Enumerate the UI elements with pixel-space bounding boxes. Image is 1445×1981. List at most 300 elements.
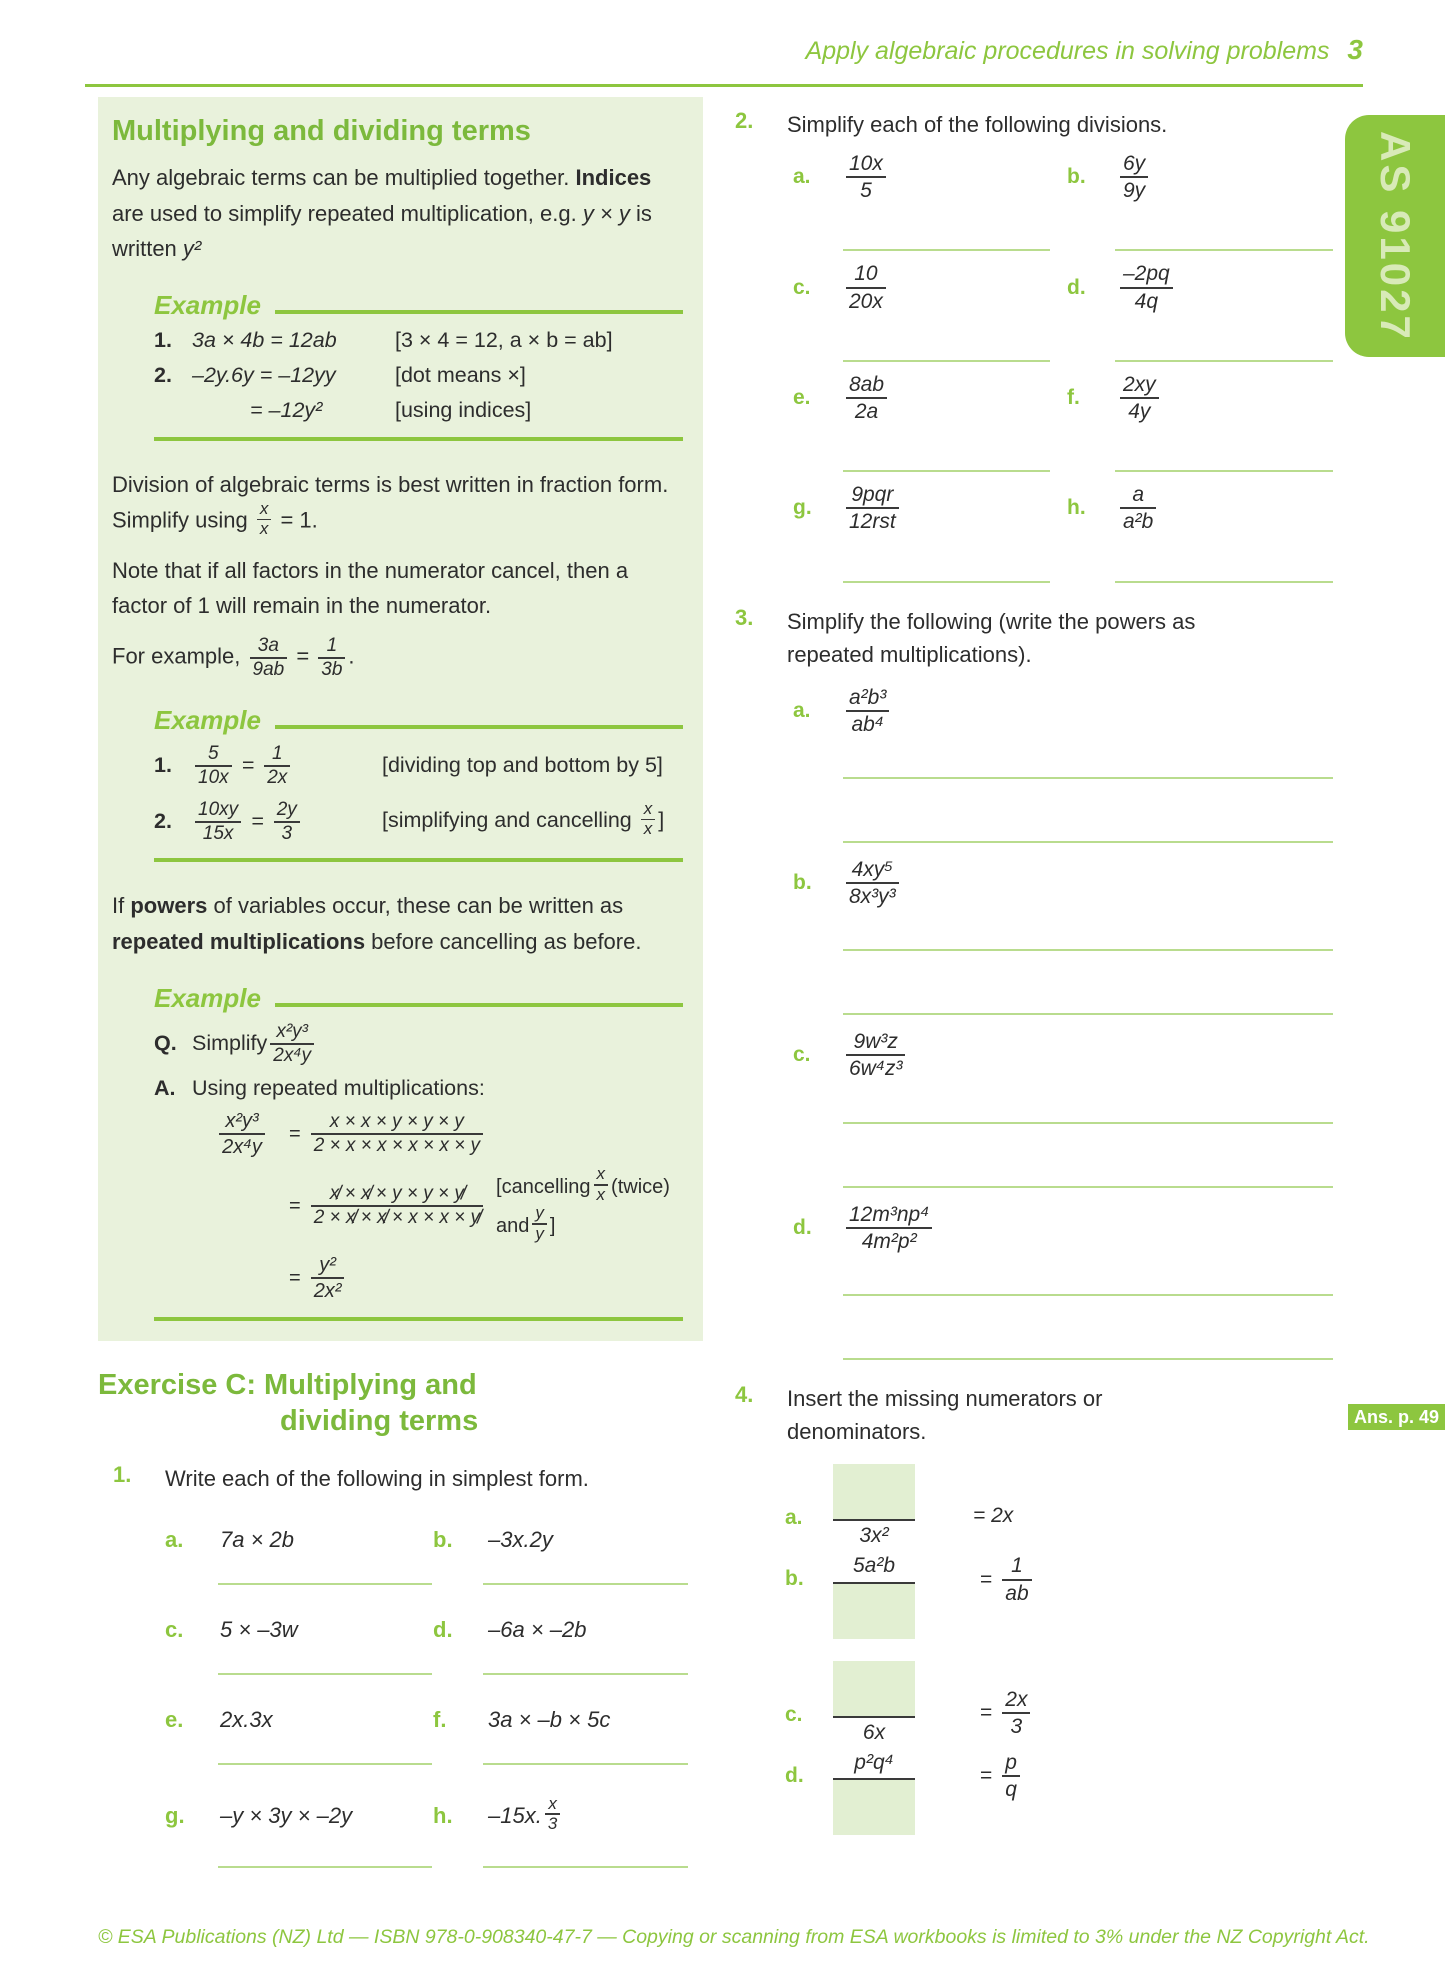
exercise-heading-line-1: Exercise C: Multiplying and [98, 1369, 477, 1402]
answer-lines [735, 581, 1333, 583]
fraction [594, 1165, 609, 1204]
fraction-with-missing-denominator [833, 1551, 915, 1638]
answer-line [483, 1866, 688, 1868]
answer-line [218, 1763, 432, 1765]
equals-sign: = [289, 1122, 301, 1145]
denominator: 4q [1134, 289, 1159, 313]
question-1-row-cd [165, 1617, 703, 1643]
item-f [1067, 372, 1162, 424]
item-letter: d. [1067, 275, 1086, 299]
numerator: 3a [257, 635, 279, 657]
equals-sign: = [980, 1567, 993, 1591]
equation-rhs [973, 1687, 1033, 1739]
exercise-heading-line-2: dividing terms [280, 1405, 479, 1438]
theory-paragraph-2 [112, 467, 683, 541]
example-label: Example [154, 982, 261, 1013]
numerator: y² [319, 1254, 336, 1277]
denominator: 20x [849, 289, 883, 313]
chapter-title: Apply algebraic procedures in solving problems [805, 37, 1330, 65]
math-expression: –6a × –2b [488, 1616, 587, 1642]
item-number: 1. [154, 327, 172, 352]
denominator: ab [1005, 1581, 1029, 1605]
example-row [154, 398, 683, 423]
math-expression: = 2x [973, 1504, 1014, 1527]
fraction [1120, 482, 1156, 534]
answer-lines [735, 360, 1333, 362]
numerator: x [643, 799, 653, 819]
working-note: [using indices] [395, 397, 532, 422]
numerator: 2x [1005, 1687, 1028, 1711]
denominator: 2 × x × x × x × x × y [313, 1135, 481, 1157]
answer-line [1115, 249, 1333, 251]
denominator: q [1005, 1778, 1017, 1802]
denominator: 4y [1128, 399, 1151, 423]
denominator: 3b [321, 659, 343, 681]
numerator: x²y³ [225, 1110, 259, 1133]
question-1-row-ef [165, 1707, 703, 1733]
fraction [318, 635, 345, 681]
item-d [793, 1202, 1333, 1254]
item-letter: e. [165, 1706, 184, 1732]
page-header [85, 34, 1363, 66]
fraction [270, 1021, 314, 1067]
copyright-footer: © ESA Publications (NZ) Ltd — ISBN 978-0-908340-47-7 — Copying or scanning from ESA workbooks is limited to 3% under the NZ Copyright Act. [98, 1926, 1370, 1948]
answer-box [833, 1780, 915, 1835]
denominator: 15x [202, 822, 234, 844]
fraction [1120, 261, 1173, 313]
answer-line [843, 581, 1050, 583]
answer-line [843, 1122, 1333, 1124]
denominator: 10x [198, 766, 229, 788]
answers-page-tag: Ans. p. 49 [1348, 1404, 1445, 1430]
fraction [846, 151, 886, 203]
item-letter: c. [793, 275, 811, 299]
item-letter: a. [793, 698, 811, 722]
item-letter: h. [433, 1803, 453, 1829]
fraction [1120, 372, 1159, 424]
fraction [846, 685, 889, 737]
item-f [433, 1707, 610, 1733]
working-note: [dividing top and bottom by 5] [382, 753, 663, 778]
text-run: . [348, 644, 355, 669]
item-g [165, 1803, 433, 1829]
item-b [785, 1551, 1333, 1638]
fraction [250, 635, 288, 681]
exercise-heading [98, 1367, 703, 1440]
math-expression: 5 × –3w [220, 1616, 298, 1642]
math-expression: –15x. [488, 1803, 542, 1829]
answer-lines [735, 249, 1333, 251]
question-number: 4. [735, 1382, 754, 1407]
item-e [793, 372, 1067, 424]
item-c [793, 261, 1067, 313]
denominator: 4m²p² [861, 1229, 917, 1253]
numerator: a [1132, 483, 1145, 507]
numerator: 1 [1011, 1554, 1023, 1578]
question-1-row-gh [165, 1793, 703, 1836]
example-block-3 [154, 982, 683, 1321]
bold-term: repeated multiplications [112, 928, 366, 954]
fraction [195, 743, 232, 789]
denominator: y [535, 1223, 544, 1243]
item-g [793, 482, 1067, 534]
item-number: 1. [154, 753, 172, 778]
numerator: 2xy [1123, 372, 1156, 396]
answer-line [218, 1673, 432, 1675]
example-block-1 [154, 289, 683, 441]
page-number: 3 [1347, 34, 1363, 65]
fraction [846, 372, 887, 424]
text-run: ] [549, 1214, 556, 1237]
working-line-3 [202, 1253, 683, 1303]
right-column [735, 108, 1333, 1835]
fraction [641, 800, 656, 839]
numerator: –2pq [1123, 262, 1170, 286]
equals-sign: = [289, 1194, 301, 1217]
numerator: 10xy [198, 798, 239, 820]
fraction [846, 482, 899, 534]
item-a [165, 1527, 433, 1553]
numerator: 5 [208, 743, 219, 765]
numerator: 10 [854, 262, 878, 286]
equation-rhs [973, 1553, 1035, 1605]
equation-rhs [973, 1750, 1023, 1802]
denominator: 3 [1010, 1714, 1023, 1738]
equals-sign: = [980, 1700, 993, 1724]
question-text: Simplify the following (write the powers as repeated multiplications). [787, 608, 1196, 667]
numerator: 4xy⁵ [851, 857, 894, 881]
question-3 [735, 605, 1333, 1361]
numerator: 1 [326, 635, 338, 657]
fraction [846, 1029, 905, 1081]
left-column [98, 97, 703, 1868]
equals-sign: = [980, 1764, 993, 1788]
item-letter: a. [785, 1506, 803, 1529]
text-run: are used to simplify repeated multiplication, e.g. [112, 200, 583, 226]
numerator: 1 [271, 743, 283, 765]
denominator: 8x³y³ [849, 885, 896, 909]
item-letter: e. [793, 385, 811, 409]
example-question-row [154, 1021, 683, 1067]
item-letter: d. [785, 1764, 804, 1788]
example-rule [275, 725, 683, 729]
text-run: Simplify [192, 1031, 268, 1056]
item-letter: c. [165, 1616, 184, 1642]
numerator: 10x [849, 152, 883, 175]
fraction [257, 500, 272, 539]
theory-paragraph-1 [112, 160, 683, 266]
item-letter: c. [785, 1702, 803, 1726]
question-2-row-ef [735, 372, 1333, 424]
numerator: 2y [276, 798, 297, 820]
denominator: x [643, 819, 653, 839]
question-1-row-ab [165, 1527, 703, 1553]
math-expression: y² [182, 235, 202, 261]
fraction [532, 1204, 547, 1243]
numerator: x²y³ [276, 1020, 308, 1042]
theory-paragraph-5 [112, 888, 683, 958]
fraction [1002, 1553, 1031, 1605]
numerator: p²q⁴ [854, 1751, 894, 1775]
item-letter: b. [785, 1567, 804, 1591]
item-c [793, 1029, 1333, 1081]
question-text: Simplify each of the following divisions. [787, 112, 1168, 137]
text-run: ] [658, 808, 665, 833]
numerator: 9w³z [853, 1030, 898, 1054]
text-run: Using repeated multiplications: [192, 1076, 485, 1101]
question-2-row-gh [735, 482, 1333, 534]
answer-line [843, 360, 1050, 362]
fraction-cancelled [311, 1183, 483, 1231]
question-1 [113, 1462, 703, 1868]
example-rule [275, 1003, 683, 1007]
denominator: a²b [1123, 510, 1154, 534]
fraction [264, 743, 290, 789]
item-letter: g. [793, 496, 812, 520]
example-end-rule [154, 858, 683, 862]
section-title: Multiplying and dividing terms [112, 115, 531, 147]
bold-term: powers [130, 893, 208, 919]
fraction [846, 261, 886, 313]
question-number: 2. [735, 108, 754, 133]
denominator: 2a [854, 399, 879, 423]
numerator: 12m³np⁴ [849, 1202, 930, 1226]
answer-box [833, 1584, 915, 1639]
numerator: y [535, 1203, 544, 1223]
example-rule [275, 310, 683, 314]
answer-line [843, 1186, 1333, 1188]
item-letter: g. [165, 1803, 185, 1829]
fraction [195, 799, 241, 845]
answer-line [483, 1763, 688, 1765]
denominator: 2x² [313, 1280, 342, 1303]
fraction-with-missing-denominator [833, 1748, 915, 1835]
denominator: 9y [1123, 179, 1146, 203]
item-c [785, 1661, 1333, 1748]
question-text: Write each of the following in simplest form. [165, 1465, 589, 1491]
fraction [1002, 1687, 1030, 1739]
numerator: 6y [1123, 152, 1146, 175]
answer-box [833, 1464, 915, 1519]
denominator: x [259, 519, 269, 539]
answer-line [843, 470, 1050, 472]
answer-lines [735, 470, 1333, 472]
standard-side-tab [1345, 115, 1445, 357]
theory-paragraph-3: Note that if all factors in the numerator cancel, then a factor of 1 will remain in the numerator. [112, 557, 629, 619]
text-run: [simplifying and cancelling [382, 808, 638, 833]
item-c [165, 1617, 433, 1643]
standard-code-label: AS 91027 [1372, 130, 1419, 342]
answer-line [218, 1583, 432, 1585]
answer-lines [113, 1583, 703, 1585]
question-number: 1. [113, 1461, 132, 1487]
working-note [382, 799, 665, 841]
fraction [1002, 1750, 1020, 1802]
fraction [274, 799, 300, 845]
question-2-row-cd [735, 261, 1333, 313]
equals-sign: = [251, 809, 264, 834]
denominator: 3x² [859, 1524, 889, 1547]
answer-lines [113, 1673, 703, 1675]
math-expression [192, 799, 382, 845]
equals-sign: = [290, 644, 316, 669]
answer-line [843, 841, 1333, 843]
item-a [793, 151, 1067, 203]
math-expression: –3x.2y [488, 1526, 553, 1552]
text-run: For example, [112, 644, 247, 669]
item-a [785, 1464, 1333, 1551]
text-run: before cancelling as before. [365, 928, 642, 954]
text-run: Any algebraic terms can be multiplied together. [112, 165, 576, 191]
item-letter: b. [1067, 165, 1086, 189]
bold-term: Indices [575, 165, 652, 191]
item-number: 2. [154, 362, 172, 387]
equals-sign: = [289, 1266, 301, 1289]
denominator: x [596, 1184, 606, 1204]
text-run: = 1. [274, 507, 318, 533]
example-block-2 [154, 707, 683, 862]
example-label: Example [154, 705, 261, 736]
working-note: [3 × 4 = 12, a × b = ab] [395, 327, 613, 352]
example-row [154, 328, 683, 353]
fraction [846, 857, 899, 909]
text-run: If [112, 893, 131, 919]
text-run: of variables occur, these can be written as [207, 893, 624, 919]
question-number: 3. [735, 604, 754, 630]
answer-line [843, 1013, 1333, 1015]
example-row [154, 743, 683, 789]
answer-lines [113, 1866, 703, 1868]
item-b [433, 1527, 553, 1553]
math-expression: = –12y² [250, 397, 323, 422]
denominator: 9ab [252, 659, 285, 681]
item-letter: a. [165, 1526, 184, 1552]
header-rule [85, 84, 1363, 87]
denominator: 5 [860, 179, 872, 203]
example-row [154, 363, 683, 388]
denominator: ab⁴ [851, 712, 884, 736]
equals-sign: = [241, 753, 255, 778]
denominator: 2 × x̸ × x̸ × x × x × y̸ [313, 1207, 481, 1229]
math-expression [192, 743, 382, 789]
text-run: (twice) [611, 1175, 670, 1198]
item-letter: a. [793, 165, 811, 189]
numerator: x [596, 1164, 606, 1184]
numerator: x × x × y × y × y [329, 1110, 464, 1132]
denominator: 3 [547, 1813, 558, 1833]
denominator: 2x [267, 766, 288, 788]
math-expression: 7a × 2b [220, 1526, 295, 1552]
math-expression: –y × 3y × –2y [220, 1803, 353, 1829]
question-2-row-ab [735, 151, 1333, 203]
fraction [846, 1202, 932, 1254]
answer-line [1115, 581, 1333, 583]
fraction [545, 1795, 560, 1834]
answer-lines [113, 1763, 703, 1765]
answer-line [843, 1358, 1333, 1360]
answer-box [833, 1661, 915, 1716]
numerator: x̸ × x̸ × y × y × y̸ [329, 1182, 464, 1204]
denominator: 2x⁴y [222, 1136, 262, 1159]
numerator: 9pqr [851, 483, 894, 507]
answer-line [483, 1583, 688, 1585]
working-note: [dot means ×] [395, 362, 526, 387]
item-d [433, 1617, 586, 1643]
math-expression: 3a × –b × 5c [488, 1706, 611, 1732]
item-number: Q. [154, 1031, 177, 1056]
text-run: [cancelling [496, 1175, 591, 1198]
numerator: x [548, 1793, 557, 1813]
answer-line [843, 949, 1333, 951]
denominator: 6w⁴z³ [849, 1057, 903, 1081]
question-2 [735, 108, 1333, 583]
item-letter: b. [793, 871, 812, 895]
example-end-rule [154, 1317, 683, 1321]
answer-line [843, 777, 1333, 779]
theory-box [98, 97, 703, 1341]
example-row [154, 799, 683, 845]
math-expression: y × y [582, 200, 630, 226]
answer-line [1115, 360, 1333, 362]
example-answer-row [154, 1076, 683, 1101]
item-d [1067, 261, 1176, 313]
question-text: Insert the missing numerators or denominators. [787, 1386, 1103, 1444]
question-4 [735, 1382, 1333, 1835]
example-end-rule [154, 437, 683, 441]
answer-line [843, 1294, 1333, 1296]
numerator: x [259, 499, 269, 519]
item-e [165, 1707, 433, 1733]
answer-line [843, 249, 1050, 251]
numerator: 5a²b [852, 1554, 896, 1578]
math-expression: –2y.6y = –12yy [192, 362, 336, 387]
answer-line [218, 1866, 432, 1868]
numerator: p [1005, 1751, 1017, 1775]
denominator: 2x⁴y [273, 1044, 312, 1066]
working-line-2 [202, 1164, 683, 1245]
fraction [1120, 151, 1148, 203]
text-run: is written [112, 200, 652, 261]
example-label: Example [154, 289, 261, 320]
item-h [433, 1793, 563, 1836]
item-letter: f. [433, 1706, 447, 1732]
item-b [793, 857, 1333, 909]
numerator: 8ab [849, 372, 885, 396]
denominator: 6x [862, 1720, 886, 1744]
math-expression: 3a × 4b = 12ab [192, 327, 337, 352]
item-number: A. [154, 1076, 176, 1101]
equation-rhs [973, 1504, 1013, 1528]
item-b [1067, 151, 1151, 203]
theory-paragraph-4 [112, 635, 683, 681]
item-d [785, 1748, 1333, 1835]
fraction [311, 1111, 483, 1159]
denominator: 3 [281, 822, 293, 844]
item-letter: b. [433, 1526, 453, 1552]
fraction [219, 1109, 265, 1159]
item-letter: d. [793, 1215, 812, 1239]
answer-line [483, 1673, 688, 1675]
fraction [311, 1253, 345, 1303]
item-letter: h. [1067, 496, 1086, 520]
item-a [793, 685, 1333, 737]
item-h [1067, 482, 1159, 534]
working-line-1 [202, 1109, 683, 1159]
answer-line [1115, 470, 1333, 472]
item-letter: f. [1067, 385, 1080, 409]
item-letter: c. [793, 1043, 811, 1067]
working-note [496, 1164, 670, 1245]
